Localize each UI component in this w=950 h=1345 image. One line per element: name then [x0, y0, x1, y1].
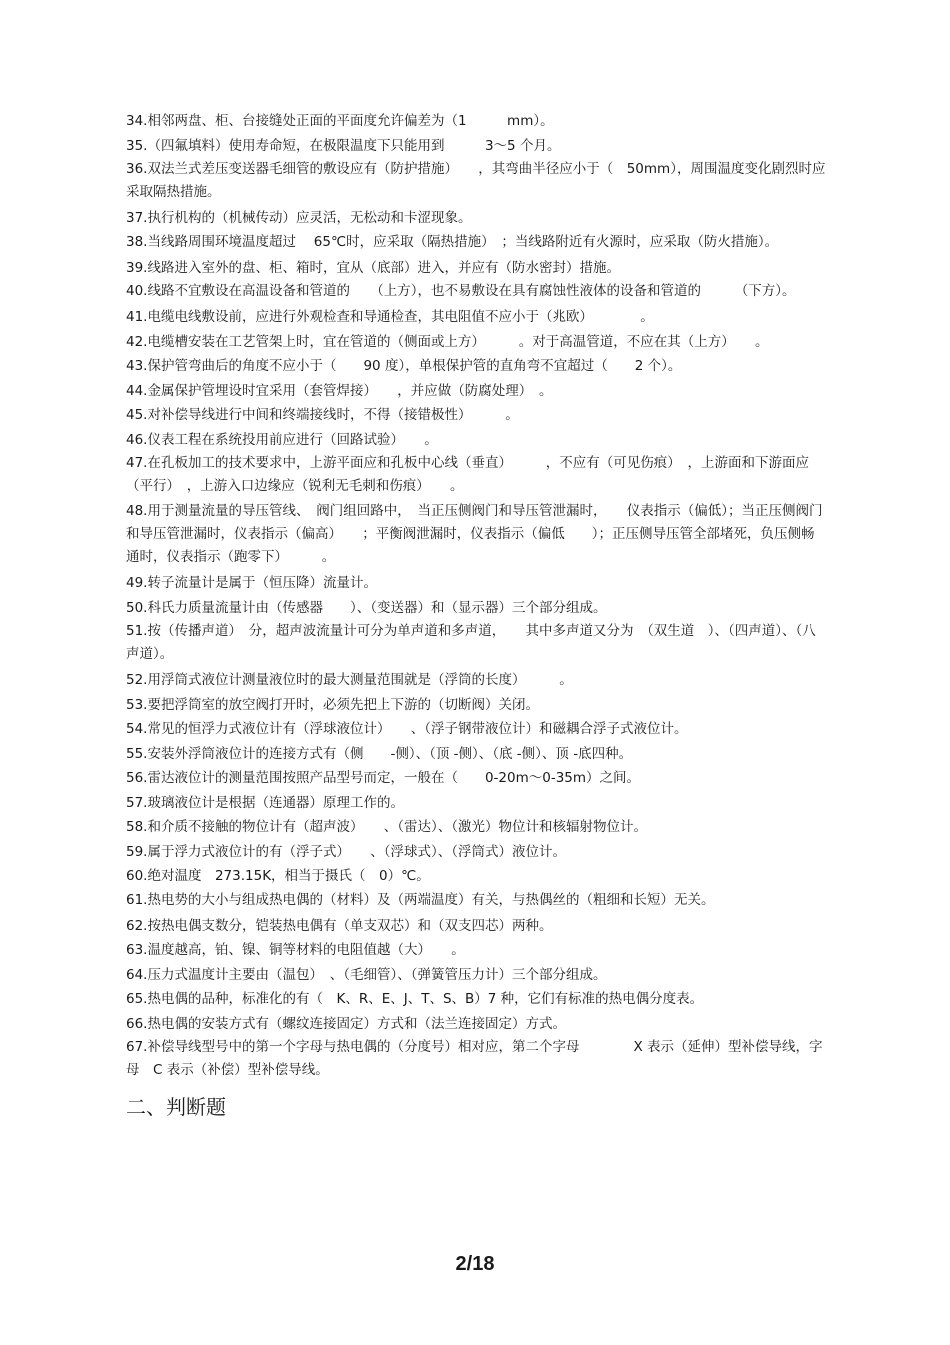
list-item: 38.当线路周围环境温度超过 65℃时，应采取（隔热措施） ；当线路附近有火源时，应采取（防火措施）。	[126, 233, 779, 250]
list-item: 54.常见的恒浮力式液位计有（浮球液位计） 、（浮子钢带液位计）和磁耦合浮子式液位计。	[126, 721, 688, 737]
list-item: 53.要把浮筒室的放空阀打开时，必须先把上下游的（切断阀）关闭。	[126, 696, 539, 713]
list-item: 36.双法兰式差压变送器毛细管的敷设应有（防护措施） ，其弯曲半径应小于（ 50mm），周围温度变化剧烈时应采取隔热措施。	[126, 161, 826, 200]
list-item: 57.玻璃液位计是根据（连通器）原理工作的。	[126, 794, 404, 811]
list-item: 46.仪表工程在系统投用前应进行（回路试验） 。	[126, 431, 438, 448]
question-list	[126, 109, 826, 1122]
list-item: 39.线路进入室外的盘、柜、箱时，宜从（底部）进入，并应有（防水密封）措施。	[126, 259, 620, 276]
section-heading: 二、判断题	[126, 1095, 226, 1119]
list-item: 49.转子流量计是属于（恒压降）流量计。	[126, 575, 377, 591]
list-item: 34.相邻两盘、柜、台接缝处正面的平面度允许偏差为（1 mm）。	[126, 113, 554, 129]
list-item: 66.热电偶的安装方式有（螺纹连接固定）方式和（法兰连接固定）方式。	[126, 1015, 566, 1032]
list-item: 65.热电偶的品种，标准化的有（ K、R、E、J、T、S、B）7 种，它们有标准的热电偶分度表。	[126, 991, 704, 1007]
list-item: 47.在孔板加工的技术要求中，上游平面应和孔板中心线（垂直） ，不应有（可见伤痕） ，上游面和下游面应（平行） ，上游入口边缘应（锐利无毛刺和伤痕） 。	[126, 455, 809, 494]
list-item: 63.温度越高，铂、镍、铜等材料的电阻值越（大） 。	[126, 942, 465, 958]
list-item: 42.电缆槽安装在工艺管架上时，宜在管道的（侧面或上方） 。对于高温管道，不应在其（上方） 。	[126, 333, 769, 350]
list-item: 59.属于浮力式液位计的有（浮子式） 、（浮球式）、（浮筒式）液位计。	[126, 843, 566, 860]
list-item: 58.和介质不接触的物位计有（超声波） 、（雷达）、（激光）物位计和核辐射物位计。	[126, 819, 647, 835]
page-number: 2/18	[455, 1253, 495, 1275]
list-item: 51.按（传播声道） 分，超声波流量计可分为单声道和多声道， 其中多声道又分为 （双生道 ）、（四声道）、（八声道）。	[126, 623, 816, 662]
list-item: 67.补偿导线型号中的第一个字母与热电偶的（分度号）相对应，第二个字母 X 表示（延伸）型补偿导线，字母 C 表示（补偿）型补偿导线。	[126, 1039, 823, 1078]
list-item: 35.（四氟填料）使用寿命短，在极限温度下只能用到 3～5 个月。	[126, 137, 561, 154]
list-item: 45.对补偿导线进行中间和终端接线时，不得（接错极性） 。	[126, 407, 519, 423]
list-item: 55.安装外浮筒液位计的连接方式有（侧 -侧）、（顶 -侧）、（底 -侧）、顶 -底四种。	[126, 745, 633, 762]
list-item: 56.雷达液位计的测量范围按照产品型号而定，一般在（ 0-20m～0-35m）之间。	[126, 770, 641, 786]
list-item: 61.热电势的大小与组成热电偶的（材料）及（两端温度）有关，与热偶丝的（粗细和长短）无关。	[126, 891, 715, 908]
list-item: 48.用于测量流量的导压管线、 阀门组回路中， 当正压侧阀门和导压管泄漏时， 仪表指示（偏低）；当正压侧阀门和导压管泄漏时，仪表指示（偏高） ；平衡阀泄漏时，仪表指示（偏低 ）；正压侧导压管全部堵死，负压侧畅通时，仪表指示（跑零下） 。	[126, 503, 823, 565]
list-item: 37.执行机构的（机械传动）应灵活，无松动和卡涩现象。	[126, 210, 472, 226]
list-item: 50.科氏力质量流量计由（传感器 ）、（变送器）和（显示器）三个部分组成。	[126, 599, 607, 616]
list-item: 43.保护管弯曲后的角度不应小于（ 90 度），单根保护管的直角弯不宜超过（ 2 个）。	[126, 358, 682, 374]
list-item: 64.压力式温度计主要由（温包） 、（毛细管）、（弹簧管压力计）三个部分组成。	[126, 966, 607, 983]
list-item: 41.电缆电线敷设前，应进行外观检查和导通检查，其电阻值不应小于（兆欧） 。	[126, 309, 654, 325]
list-item: 52.用浮筒式液位计测量液位时的最大测量范围就是（浮筒的长度） 。	[126, 672, 573, 688]
list-item: 40.线路不宜敷设在高温设备和管道的 （上方），也不易敷设在具有腐蚀性液体的设备和管道的 （下方）。	[126, 283, 796, 299]
list-item: 44.金属保护管埋设时宜采用（套管焊接） ，并应做（防腐处理） 。	[126, 382, 553, 399]
list-item: 62.按热电偶支数分，铠装热电偶有（单支双芯）和（双支四芯）两种。	[126, 917, 553, 934]
list-item: 60.绝对温度 273.15K，相当于摄氏（ 0）℃。	[126, 868, 430, 884]
